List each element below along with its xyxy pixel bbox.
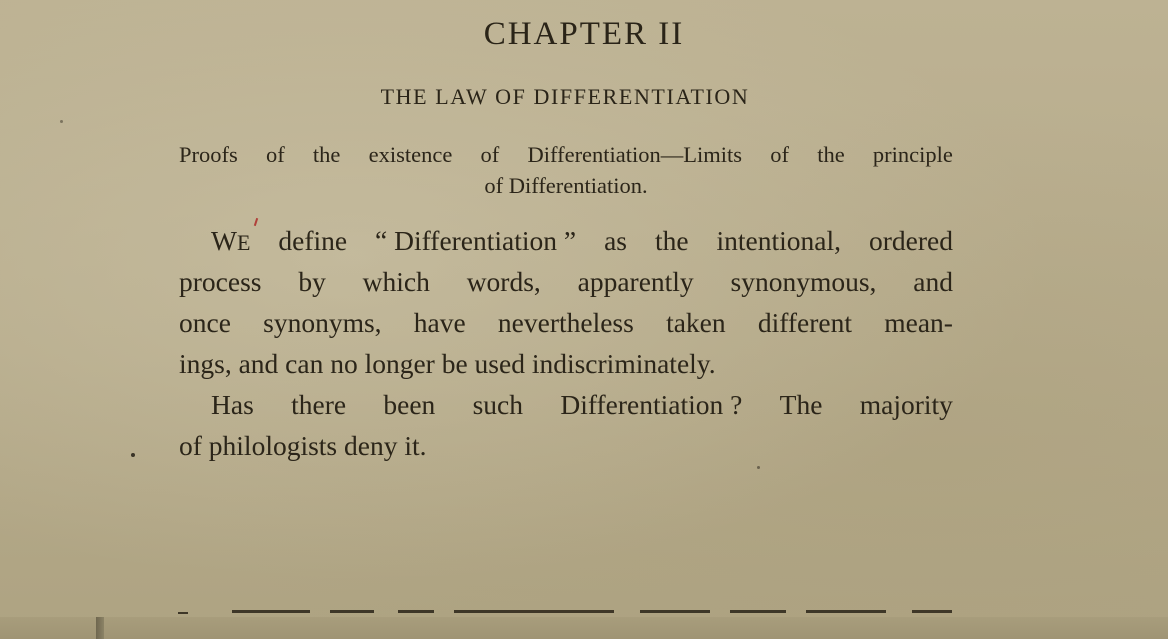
word: apparently [577,266,694,297]
synopsis-word: Proofs [179,142,238,167]
chapter-synopsis [179,139,953,201]
word: synonymous, [730,266,877,297]
word: mean- [884,307,953,338]
synopsis-word: Differentiation—Limits [527,142,743,167]
word: the [654,225,689,256]
word: such [472,389,524,420]
word: Has [211,389,254,420]
body-line-1 [179,220,953,261]
synopsis-word: the [312,142,341,167]
word: The [779,389,823,420]
synopsis-line-1 [179,139,953,170]
synopsis-word: of [770,142,789,167]
word: synonyms, [263,307,382,338]
small-capital: E [236,230,251,255]
synopsis-word: existence [368,142,453,167]
paper-speck [60,120,63,123]
line-text: of philologists deny it. [179,430,427,461]
body-text [179,220,953,466]
drop-capital: W [211,225,237,256]
word: ordered [868,225,953,256]
word: define [278,225,348,256]
body-line-6 [179,425,953,466]
word: taken [666,307,726,338]
synopsis-line-2: of Differentiation. [484,173,648,198]
opening-word [211,220,250,261]
paper-speck [131,453,135,457]
binding-mark [96,617,104,639]
word: nevertheless [497,307,634,338]
word: once [179,307,231,338]
word: by [298,266,326,297]
word: Differentiation ? [560,389,743,420]
page-bottom-edge [0,617,1168,639]
body-line-4 [179,343,953,384]
chapter-heading: CHAPTER II [483,16,685,52]
word: as [604,225,627,256]
word: been [383,389,436,420]
word: process [179,266,262,297]
word: and [913,266,953,297]
word: words, [466,266,541,297]
synopsis-word: of [265,142,285,167]
word: different [757,307,853,338]
body-line-5 [179,384,953,425]
word: have [413,307,466,338]
synopsis-word: principle [872,142,953,167]
body-line-3 [179,302,953,343]
word: “ Differentiation ” [375,225,577,256]
paper-speck [757,466,760,469]
section-title: THE LAW OF DIFFERENTIATION [380,84,750,109]
word: majority [859,389,953,420]
body-line-2 [179,261,953,302]
word: there [291,389,347,420]
cut-off-text-line [170,604,960,618]
synopsis-word: the [817,142,845,167]
line-text: ings, and can no longer be used indiscriminately. [179,348,716,379]
word: which [362,266,430,297]
word: intentional, [716,225,842,256]
synopsis-word: of [480,142,500,167]
